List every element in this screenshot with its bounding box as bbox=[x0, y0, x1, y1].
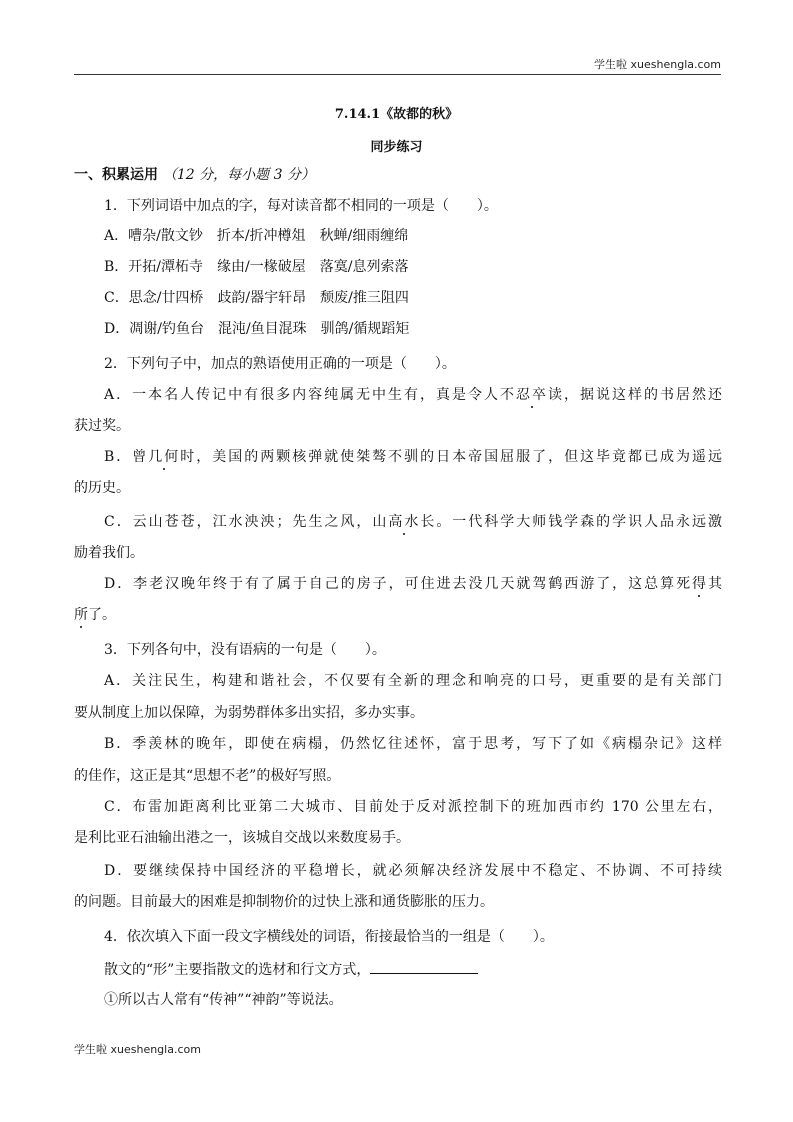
question-4-passage-line-1: 散文的“形”主要指散文的选材和行文方式， bbox=[104, 959, 478, 979]
document-title: 7.14.1《故都的秋》 bbox=[334, 107, 459, 122]
question-1-option-d: D．凋谢/钓鱼台 混沌/鱼目混珠 驯鸽/循规蹈矩 bbox=[104, 321, 410, 337]
question-1-stem: 1．下列词语中加点的字，每对读音都不相同的一项是（ ）。 bbox=[104, 198, 498, 214]
question-4-passage-line-2: ①所以古人常有“传神”“神韵”等说法。 bbox=[104, 992, 343, 1008]
footer-site-text: 学生啦 xueshengla.com bbox=[74, 1043, 201, 1056]
question-3-option-b-cont: 的佳作，这正是其“思想不老”的极好写照。 bbox=[74, 768, 341, 784]
question-2-option-c: C．云山苍苍，江水泱泱；先生之风，山高水长。一代科学大师钱学森的学识人品永远激 bbox=[104, 514, 723, 530]
section-note: （12 分，每小题 3 分） bbox=[162, 167, 315, 183]
question-1-option-a: A．嘈杂/散文钞 折本/折冲樽俎 秋蝉/细雨缠绵 bbox=[104, 228, 409, 244]
question-3-stem: 3．下列各句中，没有语病的一句是（ ）。 bbox=[104, 642, 386, 658]
question-3-option-d-cont: 的问题。目前最大的困难是抑制物价的过快上涨和通货膨胀的压力。 bbox=[74, 894, 494, 910]
page-footer bbox=[74, 1041, 201, 1057]
question-2-option-c-cont: 励着我们。 bbox=[74, 545, 144, 561]
question-3-option-a-cont: 要从制度上加以保障，为弱势群体多出实招，多办实事。 bbox=[74, 705, 424, 721]
question-3-option-c: C．布雷加距离利比亚第二大城市、目前处于反对派控制下的班加西市约 170 公里左右， bbox=[104, 799, 722, 815]
question-3-option-c-cont: 是利比亚石油输出港之一，该城自交战以来数度易手。 bbox=[74, 830, 410, 846]
question-2-option-b-cont: 的历史。 bbox=[74, 480, 130, 496]
question-1-option-b: B．开拓/潭柘寺 缘由/一椽破屋 落寞/息列索落 bbox=[104, 259, 409, 275]
document-subtitle: 同步练习 bbox=[370, 140, 423, 155]
answer-blank[interactable] bbox=[370, 959, 478, 974]
question-2-option-a-cont: 获过奖。 bbox=[74, 418, 130, 434]
section-heading: 一、积累运用 （12 分，每小题 3 分） bbox=[74, 167, 315, 183]
question-2-option-d: D．李老汉晚年终于有了属于自己的房子，可住进去没几天就驾鹤西游了，这总算死得其 bbox=[104, 576, 722, 592]
question-2-option-a: A．一本名人传记中有很多内容纯属无中生有，真是令人不忍卒读，据说这样的书居然还 bbox=[104, 387, 723, 403]
question-1-option-c: C．思念/廿四桥 歧韵/器宇轩昂 颓废/推三阻四 bbox=[104, 290, 409, 306]
question-3-option-a: A．关注民生，构建和谐社会，不仅要有全新的理念和响亮的口号，更重要的是有关部门 bbox=[104, 673, 722, 689]
question-2-option-b: B．曾几何时，美国的两颗核弹就使桀骜不驯的日本帝国屈服了，但这毕竟都已成为遥远 bbox=[104, 449, 722, 465]
question-2-stem: 2．下列句子中，加点的熟语使用正确的一项是（ ）。 bbox=[104, 356, 456, 372]
question-3-option-b: B．季羡林的晚年，即使在病榻，仍然忆往述怀，富于思考，写下了如《病榻杂记》这样 bbox=[104, 736, 722, 752]
page-header bbox=[74, 56, 721, 75]
question-2-option-d-cont: 所了。 bbox=[74, 607, 116, 623]
question-4-stem: 4．依次填入下面一段文字横线处的词语，衔接最恰当的一组是（ ）。 bbox=[104, 929, 554, 945]
header-site-text: 学生啦 xueshengla.com bbox=[594, 58, 721, 71]
question-3-option-d: D．要继续保持中国经济的平稳增长，就必须解决经济发展中不稳定、不协调、不可持续 bbox=[104, 863, 722, 879]
